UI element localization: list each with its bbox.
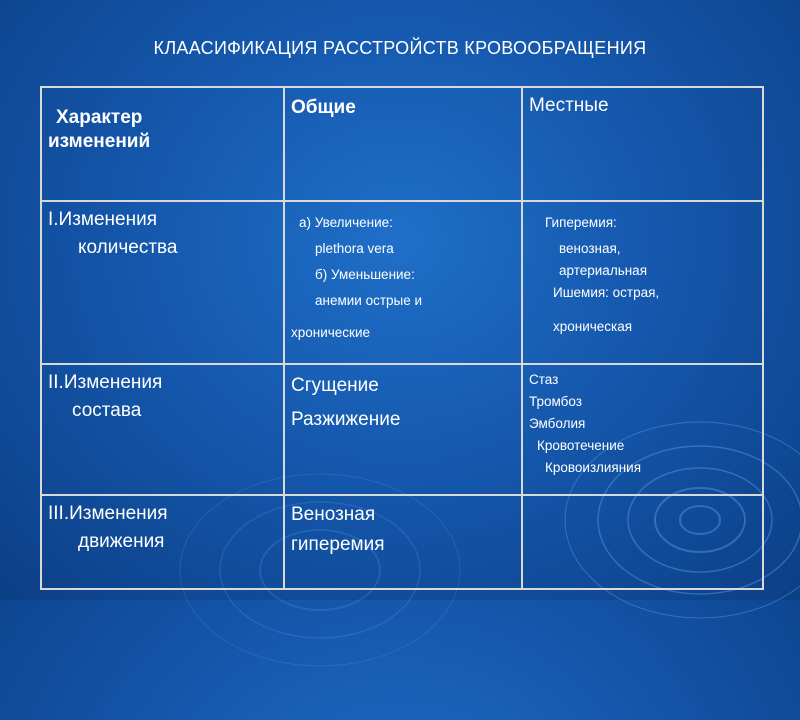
general-item: анемии острые и [315, 293, 423, 308]
category-cell [41, 495, 284, 589]
general-item: а) Увеличение: [299, 215, 393, 230]
general-item: хронические [291, 325, 371, 340]
category-line-2: состава [72, 400, 142, 421]
local-item: Кровотечение [537, 438, 625, 453]
category-cell [41, 364, 284, 495]
header-cell-character [41, 87, 284, 201]
local-item: Гиперемия: [545, 215, 617, 230]
general-item: Разжижение [291, 409, 401, 430]
general-cell [284, 201, 522, 364]
general-item: plethora vera [315, 241, 394, 256]
classification-table [40, 86, 764, 590]
local-item: венозная, [559, 241, 621, 256]
category-line-1: I.Изменения [48, 209, 158, 230]
local-item: Стаз [529, 372, 559, 387]
table-row [41, 201, 763, 364]
local-item: Ишемия: острая, [553, 285, 660, 300]
category-cell [41, 201, 284, 364]
local-item: Тромбоз [529, 394, 582, 409]
category-line-2: количества [78, 237, 178, 258]
general-item: гиперемия [291, 534, 385, 555]
general-item: Венозная [291, 504, 376, 525]
local-item: Кровоизлияния [545, 460, 642, 475]
local-cell [522, 201, 763, 364]
header-cell-general: Общие [284, 87, 522, 201]
general-item: б) Уменьшение: [315, 267, 415, 282]
header-cell-local: Местные [522, 87, 763, 201]
category-line-1: III.Изменения [48, 503, 168, 524]
table-row [41, 364, 763, 495]
table-header-row [41, 87, 763, 201]
local-cell-empty [522, 495, 763, 589]
page-title: КЛААСИФИКАЦИЯ РАССТРОЙСТВ КРОВООБРАЩЕНИЯ [153, 38, 647, 58]
local-item: Эмболия [529, 416, 586, 431]
general-cell [284, 364, 522, 495]
local-item: артериальная [559, 263, 648, 278]
local-item: хроническая [553, 319, 633, 334]
category-line-1: II.Изменения [48, 372, 163, 393]
local-cell [522, 364, 763, 495]
general-item: Сгущение [291, 375, 379, 396]
category-line-2: движения [78, 531, 165, 552]
header-character-line-1: Характер [56, 107, 143, 128]
table-row [41, 495, 763, 589]
general-cell [284, 495, 522, 589]
header-character-line-2: изменений [48, 131, 151, 152]
